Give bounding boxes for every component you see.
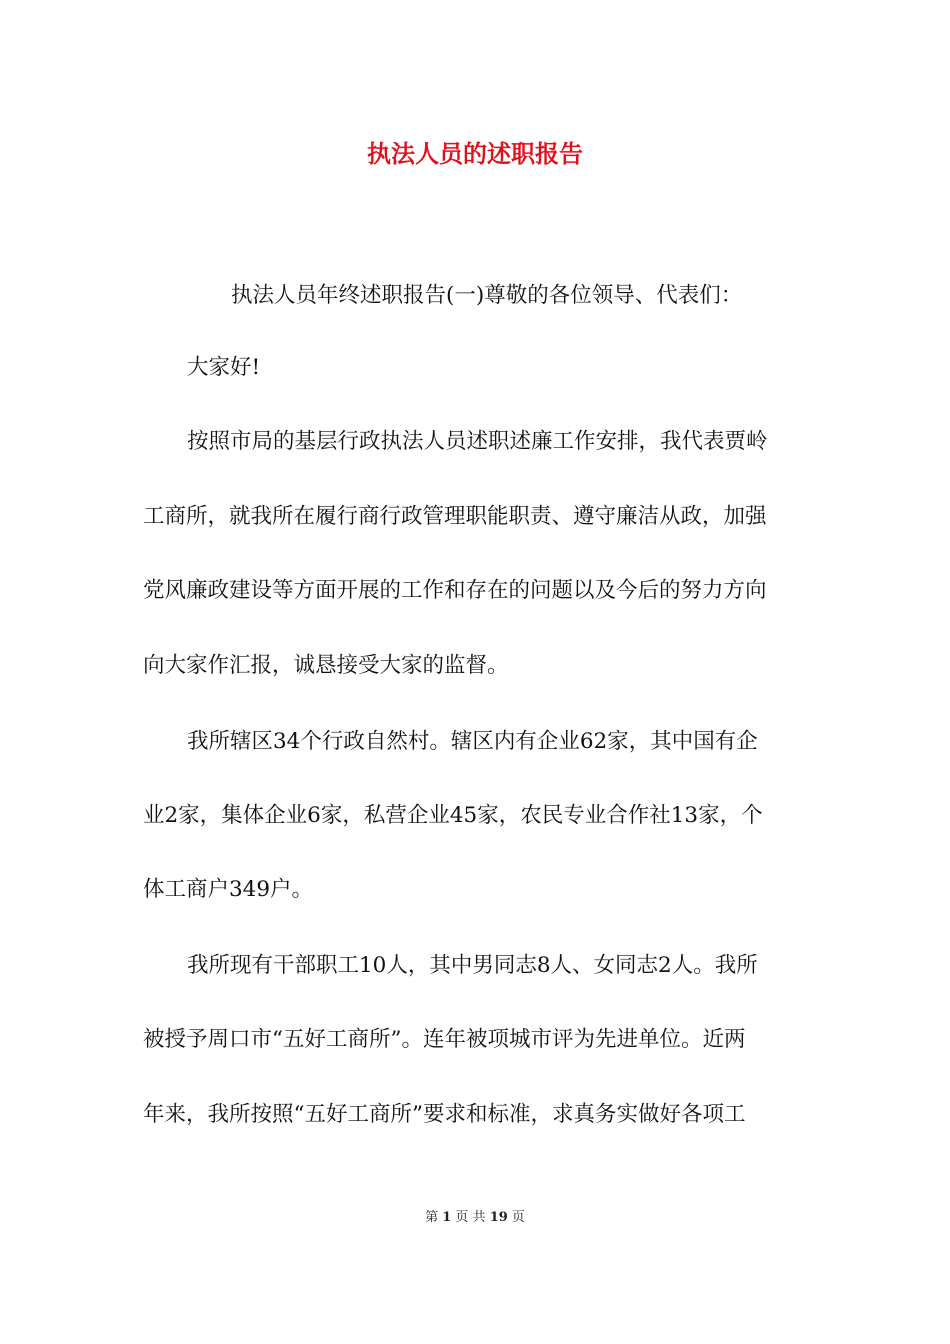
paragraph-2-line-1: 大家好! — [187, 355, 261, 380]
footer-middle: 页 共 — [455, 1210, 486, 1225]
footer-prefix: 第 — [425, 1210, 439, 1225]
paragraph-3-line-4: 向大家作汇报，诚恳接受大家的监督。 — [143, 653, 509, 678]
paragraph-3-line-2: 工商所，就我所在履行商行政管理职能职责、遵守廉洁从政，加强 — [143, 504, 767, 529]
paragraph-1-line-1: 执法人员年终述职报告(一)尊敬的各位领导、代表们： — [231, 283, 743, 308]
paragraph-4-line-3: 体工商户349户。 — [143, 877, 314, 902]
footer-suffix: 页 — [511, 1210, 525, 1225]
paragraph-5-line-1: 我所现有干部职工10人，其中男同志8人、女同志2人。我所 — [187, 953, 758, 978]
paragraph-4-line-1: 我所辖区34个行政自然村。辖区内有企业62家，其中国有企 — [187, 729, 758, 754]
page-footer — [0, 1209, 950, 1227]
footer-page-number: 1 — [442, 1210, 452, 1225]
paragraph-5-line-2: 被授予周口市“五好工商所”。连年被项城市评为先进单位。近两 — [143, 1027, 746, 1052]
footer-total-pages: 19 — [489, 1210, 508, 1225]
document-title: 执法人员的述职报告 — [367, 139, 583, 168]
paragraph-5-line-3: 年来，我所按照“五好工商所”要求和标准，求真务实做好各项工 — [143, 1102, 746, 1127]
paragraph-3-line-1: 按照市局的基层行政执法人员述职述廉工作安排，我代表贾岭 — [187, 429, 768, 454]
paragraph-3-line-3: 党风廉政建设等方面开展的工作和存在的问题以及今后的努力方向 — [143, 578, 767, 603]
paragraph-4-line-2: 业2家，集体企业6家，私营企业45家，农民专业合作社13家，个 — [143, 803, 763, 828]
